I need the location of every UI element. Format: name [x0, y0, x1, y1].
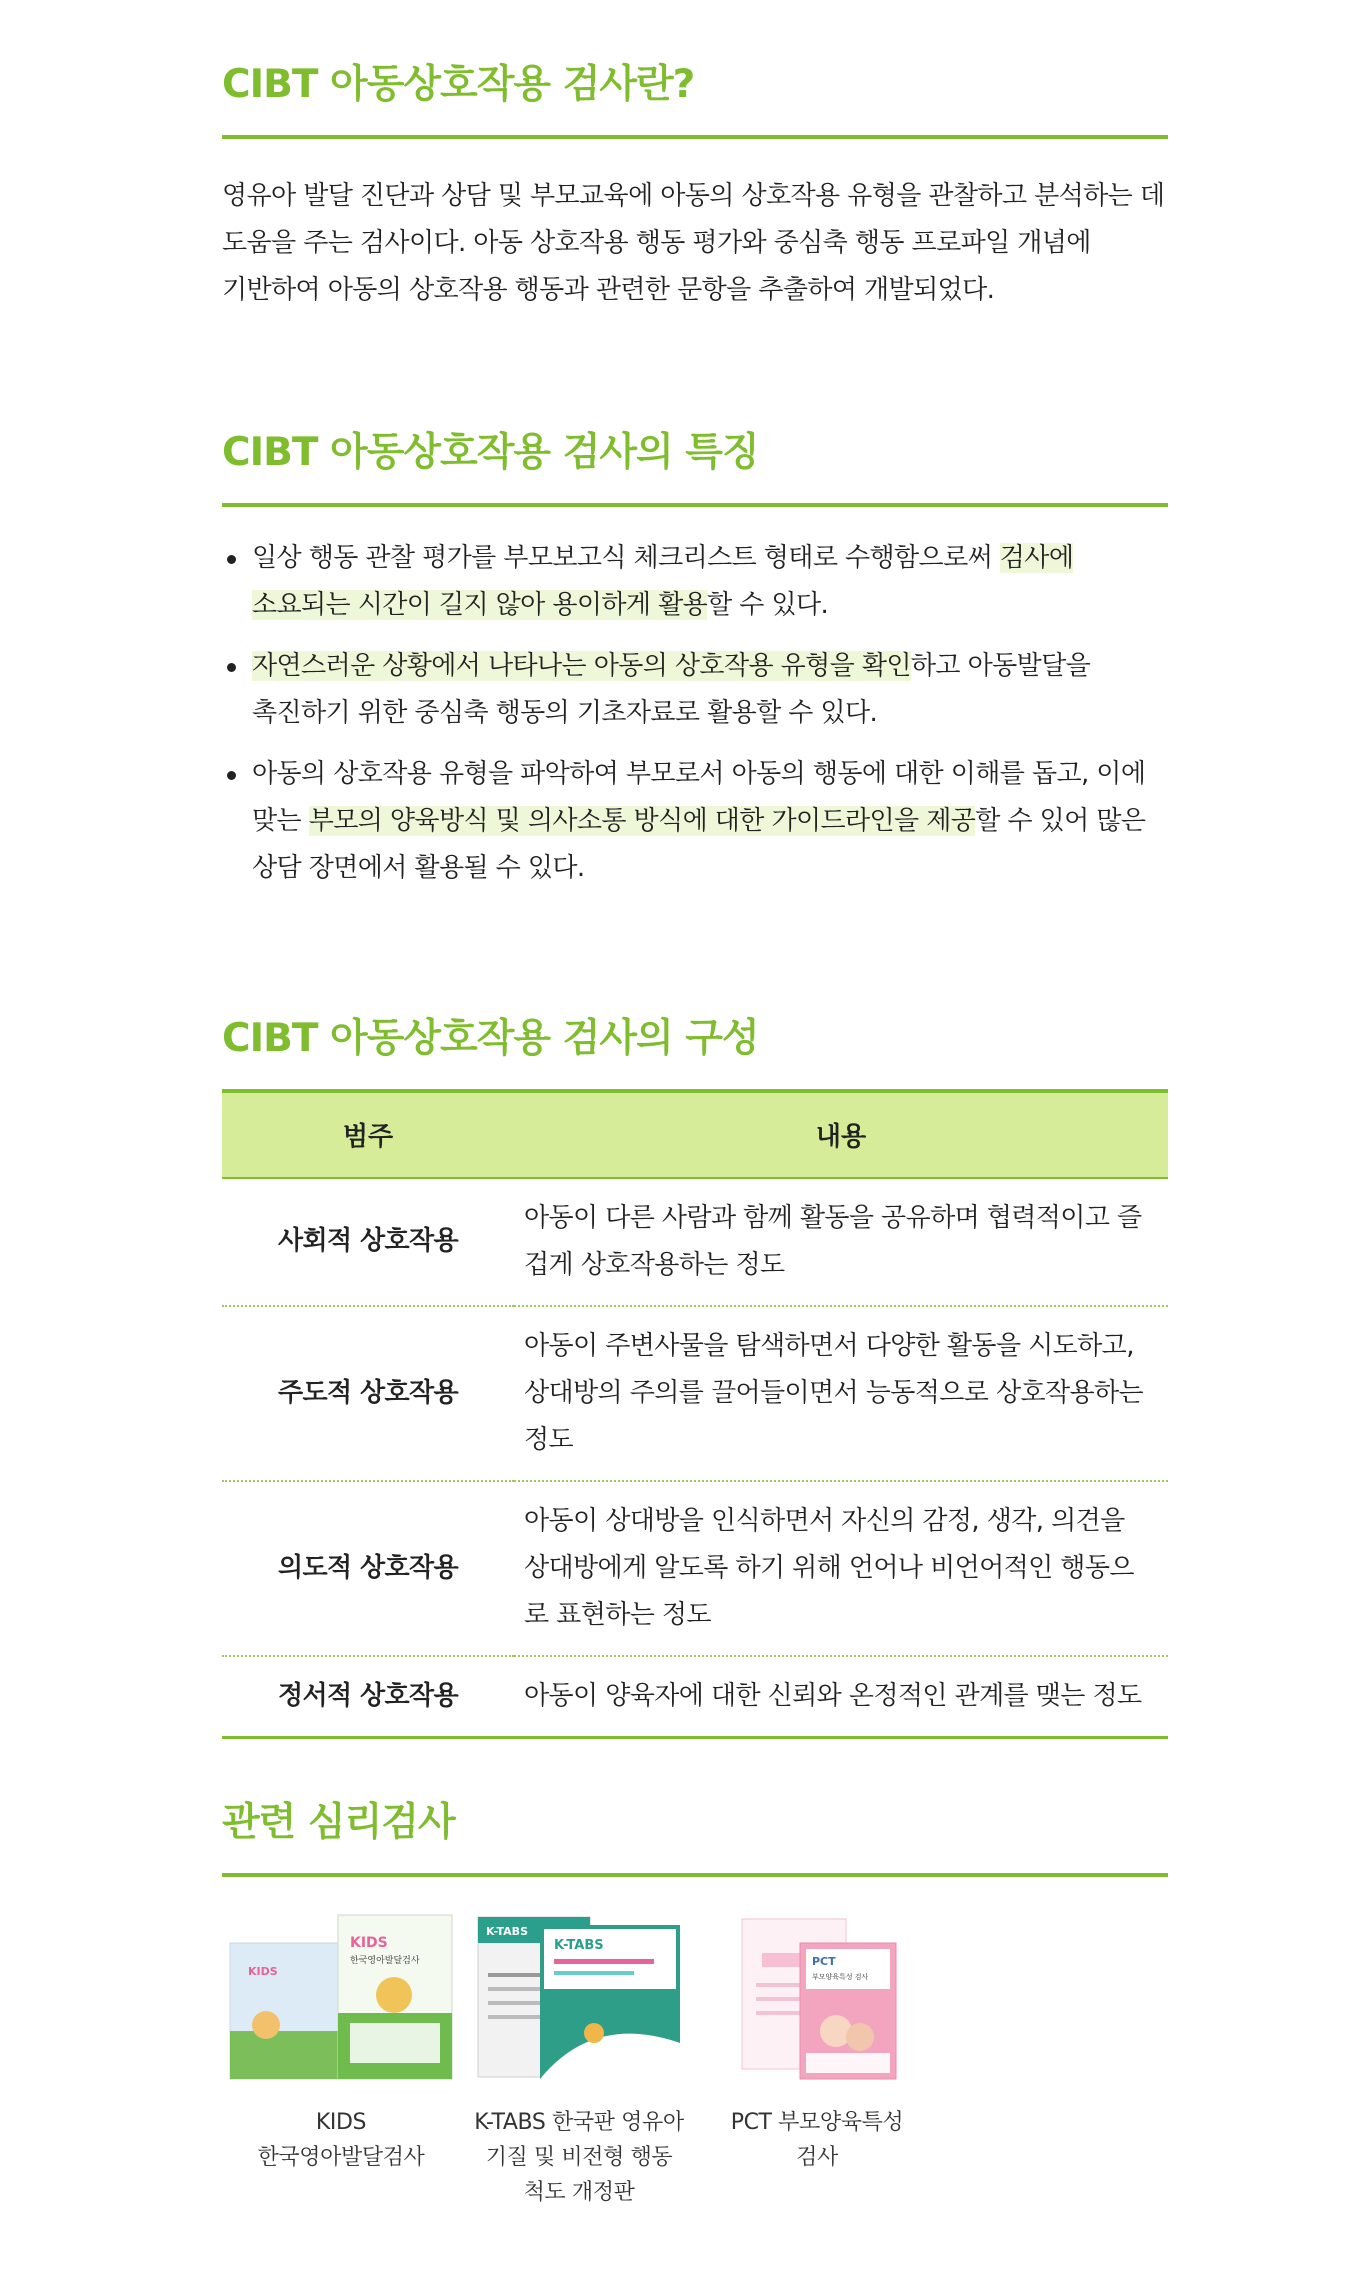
related-item-ktabs[interactable]: [460, 1913, 698, 2210]
intro-line: 기반하여 아동의 상호작용 행동과 관련한 문항을 추출하여 개발되었다.: [222, 274, 995, 305]
table-row: [222, 1178, 1168, 1306]
category-cell: 주도적 상호작용: [222, 1306, 514, 1481]
section-divider: [222, 1873, 1168, 1877]
ktabs-book-cover-image[interactable]: [464, 1913, 694, 2083]
category-cell: 정서적 상호작용: [222, 1656, 514, 1738]
feature-item: 자연스러운 상황에서 나타나는 아동의 상호작용 유형을 확인하고 아동발달을 촉진하기 위한 중심축 행동의 기초자료로 활용할 수 있다.: [222, 643, 1168, 737]
related-list: [222, 1913, 1168, 2210]
section-divider: [222, 503, 1168, 507]
related-section: [222, 1800, 1168, 2210]
ktabs-cover-illustration: [464, 1913, 694, 2083]
features-section: [222, 430, 1168, 906]
composition-section: [222, 1016, 1168, 1739]
composition-title: CIBT 아동상호작용 검사의 구성: [222, 1016, 759, 1061]
highlight-text: 검사에: [999, 542, 1074, 573]
content-cell: 아동이 상대방을 인식하면서 자신의 감정, 생각, 의견을 상대방에게 알도록 하기 위해 언어나 비언어적인 행동으 로 표현하는 정도: [514, 1481, 1168, 1656]
pct-cover-title: 부모양육특성 검사: [812, 1972, 869, 1981]
category-cell: 사회적 상호작용: [222, 1178, 514, 1306]
intro-title: CIBT 아동상호작용 검사란?: [222, 62, 695, 107]
highlight-text: 소요되는 시간이 길지 않아 용이하게 활용: [252, 589, 708, 620]
bullet-icon: [227, 771, 236, 780]
ktabs-cover-logo: K-TABS: [554, 1937, 604, 1953]
content-cell: 아동이 주변사물을 탐색하면서 다양한 활동을 시도하고, 상대방의 주의를 끌어들이면서 능동적으로 상호작용하는 정도: [514, 1306, 1168, 1481]
content-cell: 아동이 양육자에 대한 신뢰와 온정적인 관계를 맺는 정도: [514, 1656, 1168, 1738]
table-row: [222, 1481, 1168, 1656]
highlight-text: 자연스러운 상황에서 나타나는 아동의 상호작용 유형을 확인: [252, 650, 911, 681]
feature-item: 일상 행동 관찰 평가를 부모보고식 체크리스트 형태로 수행함으로써 검사에 소요되는 시간이 길지 않아 용이하게 활용할 수 있다.: [222, 535, 1168, 629]
category-cell: 의도적 상호작용: [222, 1481, 514, 1656]
related-item-kids[interactable]: [222, 1913, 460, 2210]
header-content: 내용: [514, 1091, 1168, 1178]
header-category: 범주: [222, 1091, 514, 1178]
table-header-row: [222, 1091, 1168, 1178]
pct-cover-illustration: [702, 1913, 932, 2083]
pct-cover-logo: PCT: [812, 1954, 836, 1968]
intro-line: 도움을 주는 검사이다. 아동 상호작용 행동 평가와 중심축 행동 프로파일 개념에: [222, 227, 1091, 258]
table-row: [222, 1656, 1168, 1738]
intro-section: [222, 62, 1168, 314]
related-caption[interactable]: K-TABS 한국판 영유아 기질 및 비전형 행동 척도 개정판: [474, 2109, 684, 2205]
kids-cover-title: 한국영아발달검사: [350, 1955, 420, 1966]
intro-line: 영유아 발달 진단과 상담 및 부모교육에 아동의 상호작용 유형을 관찰하고 분석하는 데: [222, 180, 1165, 211]
kids-cover-illustration: [226, 1913, 456, 2083]
pct-book-cover-image[interactable]: [702, 1913, 932, 2083]
intro-paragraph: [222, 173, 1168, 314]
kids-cover-logo: KIDS: [350, 1934, 388, 1951]
table-row: [222, 1306, 1168, 1481]
composition-table: [222, 1089, 1168, 1739]
feature-item: 아동의 상호작용 유형을 파악하여 부모로서 아동의 행동에 대한 이해를 돕고, 이에 맞는 부모의 양육방식 및 의사소통 방식에 대한 가이드라인을 제공할 수 있어 많은 상담 장면에서 활용될 수 있다.: [222, 751, 1168, 892]
kids-book-cover-image[interactable]: [226, 1913, 456, 2083]
ktabs-cover-logo-small: K-TABS: [486, 1924, 528, 1938]
related-title: 관련 심리검사: [222, 1800, 455, 1845]
related-caption[interactable]: PCT 부모양육특성 검사: [730, 2109, 904, 2170]
kids-cover-logo-small: KIDS: [248, 1964, 278, 1978]
section-divider: [222, 135, 1168, 139]
features-title: CIBT 아동상호작용 검사의 특징: [222, 430, 759, 475]
features-list: [222, 535, 1168, 892]
bullet-icon: [227, 663, 236, 672]
bullet-icon: [227, 555, 236, 564]
related-caption[interactable]: KIDS 한국영아발달검사: [257, 2109, 425, 2170]
highlight-text: 부모의 양육방식 및 의사소통 방식에 대한 가이드라인을 제공: [308, 805, 976, 836]
content-cell: 아동이 다른 사람과 함께 활동을 공유하며 협력적이고 즐 겁게 상호작용하는 정도: [514, 1178, 1168, 1306]
related-item-pct[interactable]: [698, 1913, 936, 2210]
